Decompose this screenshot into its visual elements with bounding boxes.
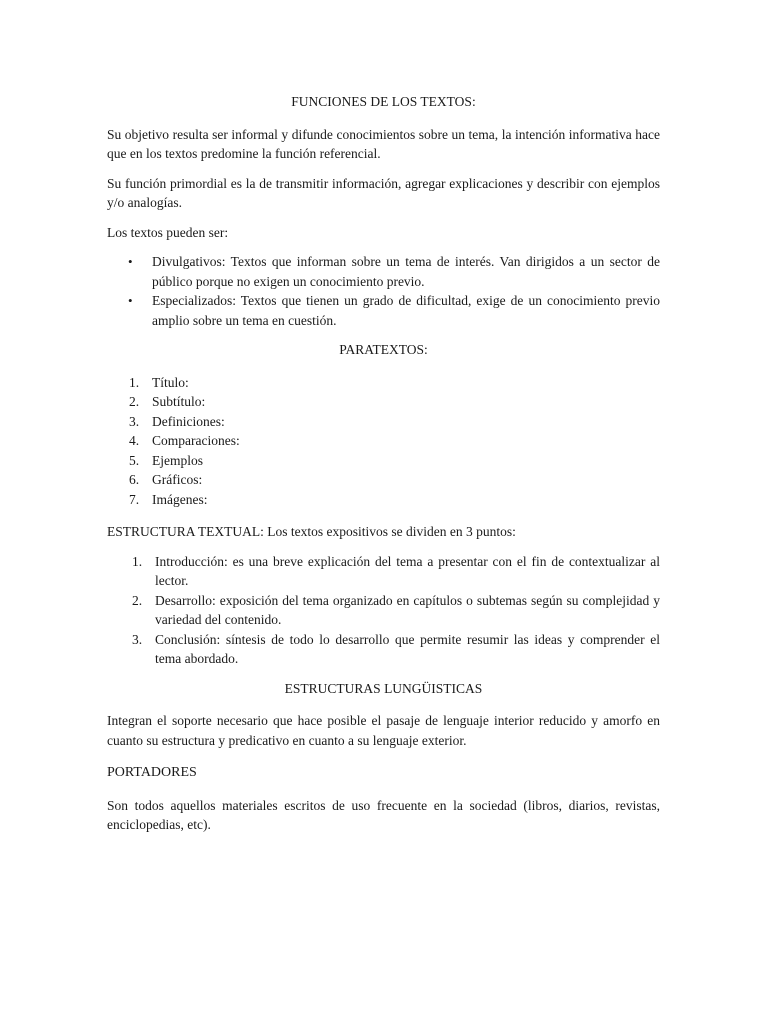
list-item-text: Divulgativos: Textos que informan sobre un tema de interés. Van dirigidos a un sector de público porque no exigen un conocimiento previo. xyxy=(152,254,660,289)
intro-paragraph-3: Los textos pueden ser: xyxy=(107,224,229,240)
list-item-text: Título: xyxy=(152,374,189,390)
document-title: FUNCIONES DE LOS TEXTOS: xyxy=(291,94,476,109)
portadores-heading: PORTADORES xyxy=(107,765,197,780)
intro-paragraph-2: Su función primordial es la de transmitir información, agregar explicaciones y describir con ejemplos y/o analogías. xyxy=(107,175,660,210)
list-item xyxy=(107,591,660,630)
list-item xyxy=(107,252,660,291)
list-item-text: Desarrollo: exposición del tema organizado en capítulos o subtemas según su complejidad y variedad del contenido. xyxy=(155,592,660,627)
list-number: 4. xyxy=(129,433,140,448)
list-number: 5. xyxy=(129,452,140,468)
linguisticas-paragraph: Integran el soporte necesario que hace posible el pasaje de lenguaje interior reducido y amorfo en cuanto su estructura y predicativo en cuanto a su lenguaje exterior. xyxy=(107,713,660,748)
list-number: 3. xyxy=(132,631,143,647)
list-number: 2. xyxy=(132,592,143,608)
list-item-text: Especializados: Textos que tienen un grado de dificultad, exige de un conocimiento previo amplio sobre un tema en cuestión. xyxy=(152,293,660,328)
list-number: 1. xyxy=(132,553,143,569)
estructura-intro: ESTRUCTURA TEXTUAL: Los textos expositivos se dividen en 3 puntos: xyxy=(107,524,516,539)
list-item xyxy=(107,392,660,412)
list-number: 7. xyxy=(129,491,140,507)
list-item-text: Gráficos: xyxy=(152,472,203,487)
list-item xyxy=(107,490,660,510)
list-item xyxy=(107,552,660,591)
list-number: 6. xyxy=(129,472,140,487)
paratextos-heading: PARATEXTOS: xyxy=(339,342,428,357)
estructura-list xyxy=(107,552,660,669)
intro-paragraph-1: Su objetivo resulta ser informal y difunde conocimientos sobre un tema, la intención informativa hace que en los textos predomine la función referencial. xyxy=(107,126,660,161)
list-number: 2. xyxy=(129,394,140,409)
paratextos-list xyxy=(107,373,660,510)
list-item xyxy=(107,412,660,432)
bullet-icon: • xyxy=(128,254,133,269)
linguisticas-heading: ESTRUCTURAS LUNGÜISTICAS xyxy=(284,680,483,696)
list-item-text: Imágenes: xyxy=(152,491,208,507)
bullet-icon: • xyxy=(128,293,133,308)
list-item xyxy=(107,470,660,490)
list-item-text: Conclusión: síntesis de todo lo desarrollo que permite resumir las ideas y comprender el tema abordado. xyxy=(155,631,660,666)
list-item xyxy=(107,291,660,330)
list-item xyxy=(107,451,660,471)
list-item xyxy=(107,373,660,393)
list-item-text: Ejemplos xyxy=(152,452,203,468)
list-item-text: Definiciones: xyxy=(152,413,225,429)
list-number: 1. xyxy=(129,374,140,390)
list-item-text: Comparaciones: xyxy=(152,433,240,448)
document-page xyxy=(107,92,660,835)
list-item xyxy=(107,630,660,669)
list-item xyxy=(107,431,660,451)
portadores-paragraph: Son todos aquellos materiales escritos de uso frecuente en la sociedad (libros, diarios, revistas, enciclopedias, etc). xyxy=(107,797,660,832)
list-item-text: Introducción: es una breve explicación del tema a presentar con el fin de contextualizar al lector. xyxy=(155,553,660,588)
list-item-text: Subtítulo: xyxy=(152,394,206,409)
text-types-list xyxy=(107,252,660,330)
list-number: 3. xyxy=(129,413,140,429)
